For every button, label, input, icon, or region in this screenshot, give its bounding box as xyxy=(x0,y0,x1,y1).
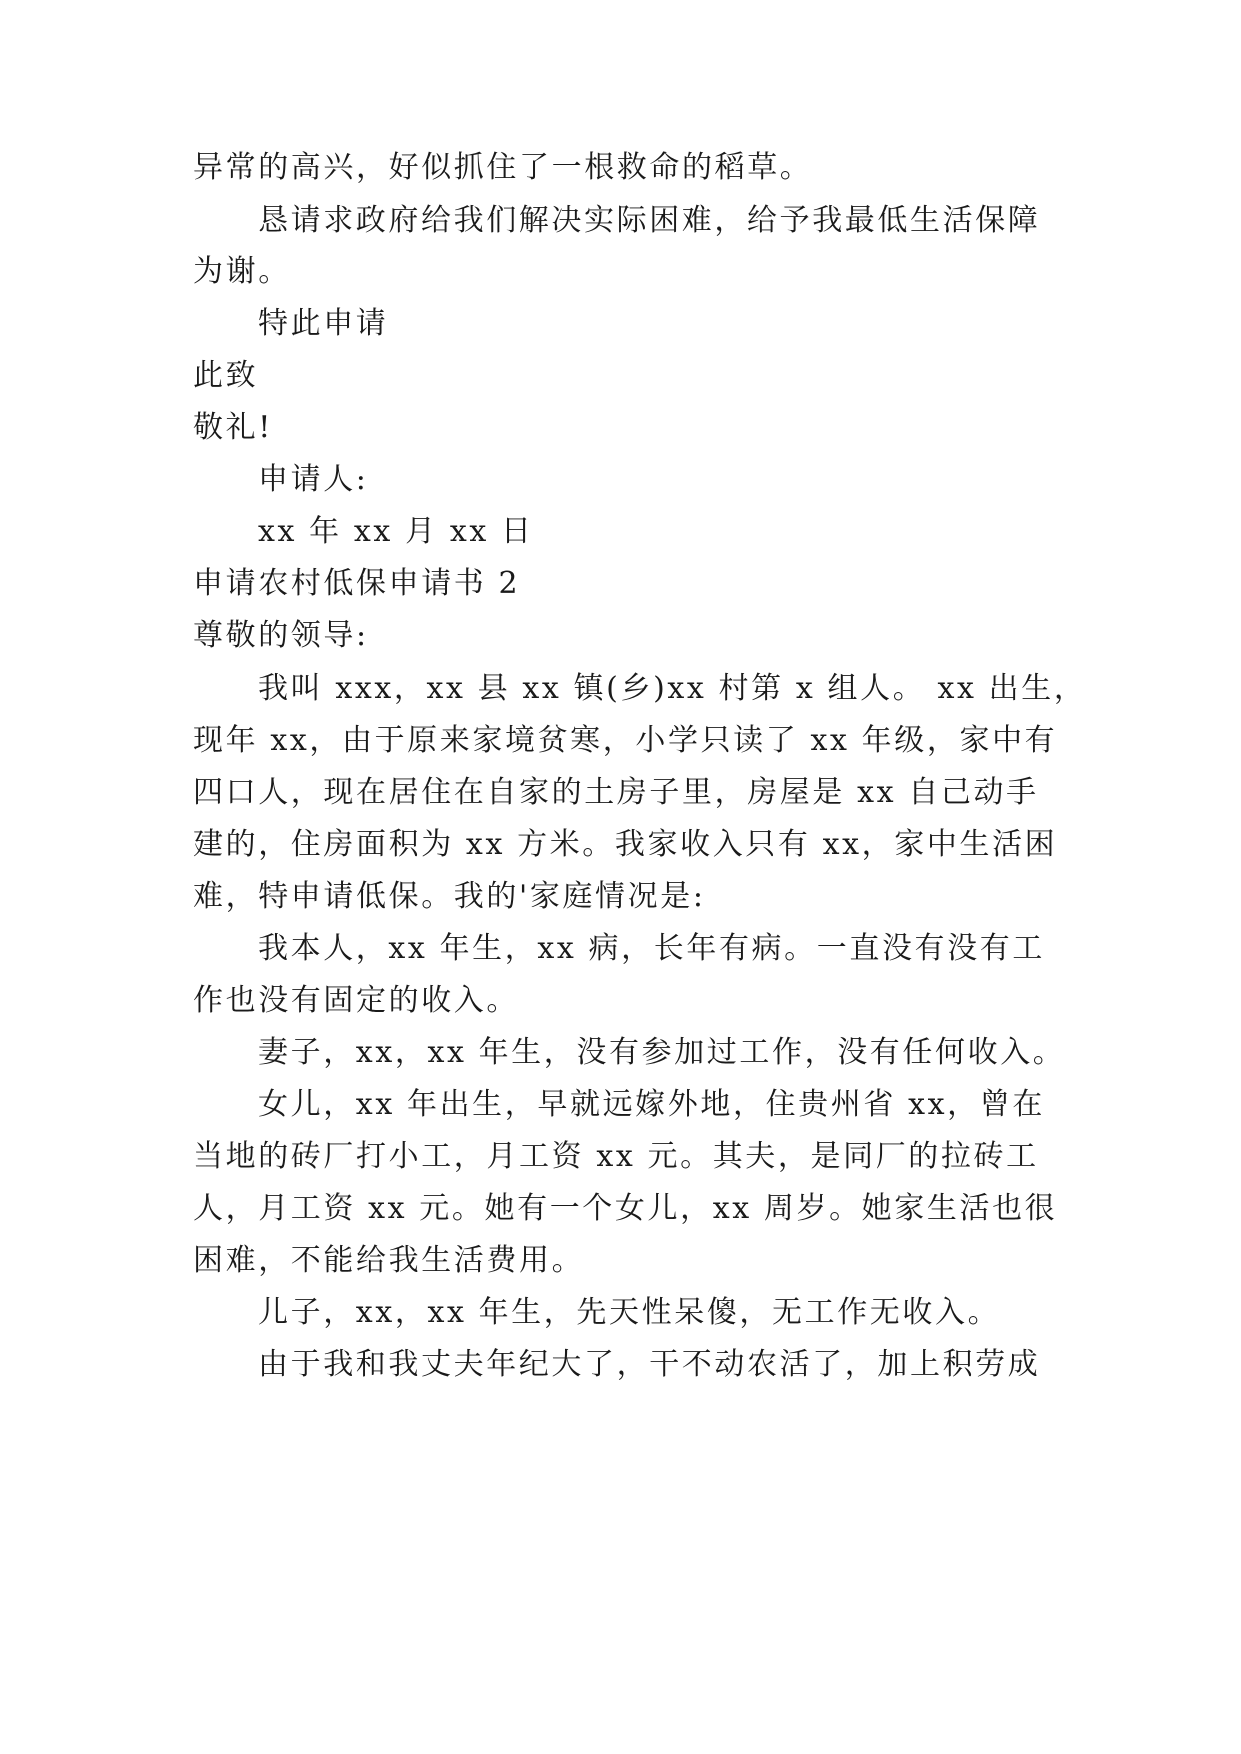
paragraph-line: 当地的砖厂打小工，月工资 xx 元。其夫，是同厂的拉砖工 xyxy=(193,1139,1039,1174)
greeting-line: 尊敬的领导: xyxy=(193,618,369,653)
paragraph-line: 由于我和我丈夫年纪大了，干不动农活了，加上积劳成 xyxy=(258,1347,1041,1382)
paragraph-line: 我本人，xx 年生，xx 病，长年有病。一直没有没有工 xyxy=(258,931,1045,966)
paragraph-line: 异常的高兴，好似抓住了一根救命的稻草。 xyxy=(193,150,813,185)
paragraph-line: 困难，不能给我生活费用。 xyxy=(193,1243,585,1278)
paragraph-line: 人，月工资 xx 元。她有一个女儿，xx 周岁。她家生活也很 xyxy=(193,1191,1058,1226)
salutation-line: 敬礼! xyxy=(193,410,273,445)
salutation-line: 此致 xyxy=(193,358,259,393)
closing-phrase: 特此申请 xyxy=(258,306,389,341)
applicant-label: 申请人: xyxy=(258,462,369,497)
paragraph-line: 女儿，xx 年出生，早就远嫁外地，住贵州省 xx，曾在 xyxy=(258,1087,1045,1122)
paragraph-line: 为谢。 xyxy=(193,254,291,289)
paragraph-line: 难，特申请低保。我的'家庭情况是: xyxy=(193,879,706,914)
paragraph-line: 我叫 xxx，xx 县 xx 镇(乡)xx 村第 x 组人。 xx 出生， xyxy=(258,671,1087,706)
paragraph-line: 作也没有固定的收入。 xyxy=(193,983,519,1018)
paragraph-line: 妻子，xx，xx 年生，没有参加过工作，没有任何收入。 xyxy=(258,1035,1066,1070)
paragraph-line: 儿子，xx，xx 年生，先天性呆傻，无工作无收入。 xyxy=(258,1295,1001,1330)
section-title: 申请农村低保申请书 2 xyxy=(193,566,521,601)
date-line: xx 年 xx 月 xx 日 xyxy=(258,514,534,549)
paragraph-line: 恳请求政府给我们解决实际困难，给予我最低生活保障 xyxy=(258,203,1041,238)
paragraph-line: 现年 xx，由于原来家境贫寒，小学只读了 xx 年级，家中有 xyxy=(193,723,1058,758)
paragraph-line: 建的，住房面积为 xx 方米。我家收入只有 xx，家中生活困 xyxy=(193,827,1058,862)
paragraph-line: 四口人，现在居住在自家的土房子里，房屋是 xx 自己动手 xyxy=(193,775,1039,810)
